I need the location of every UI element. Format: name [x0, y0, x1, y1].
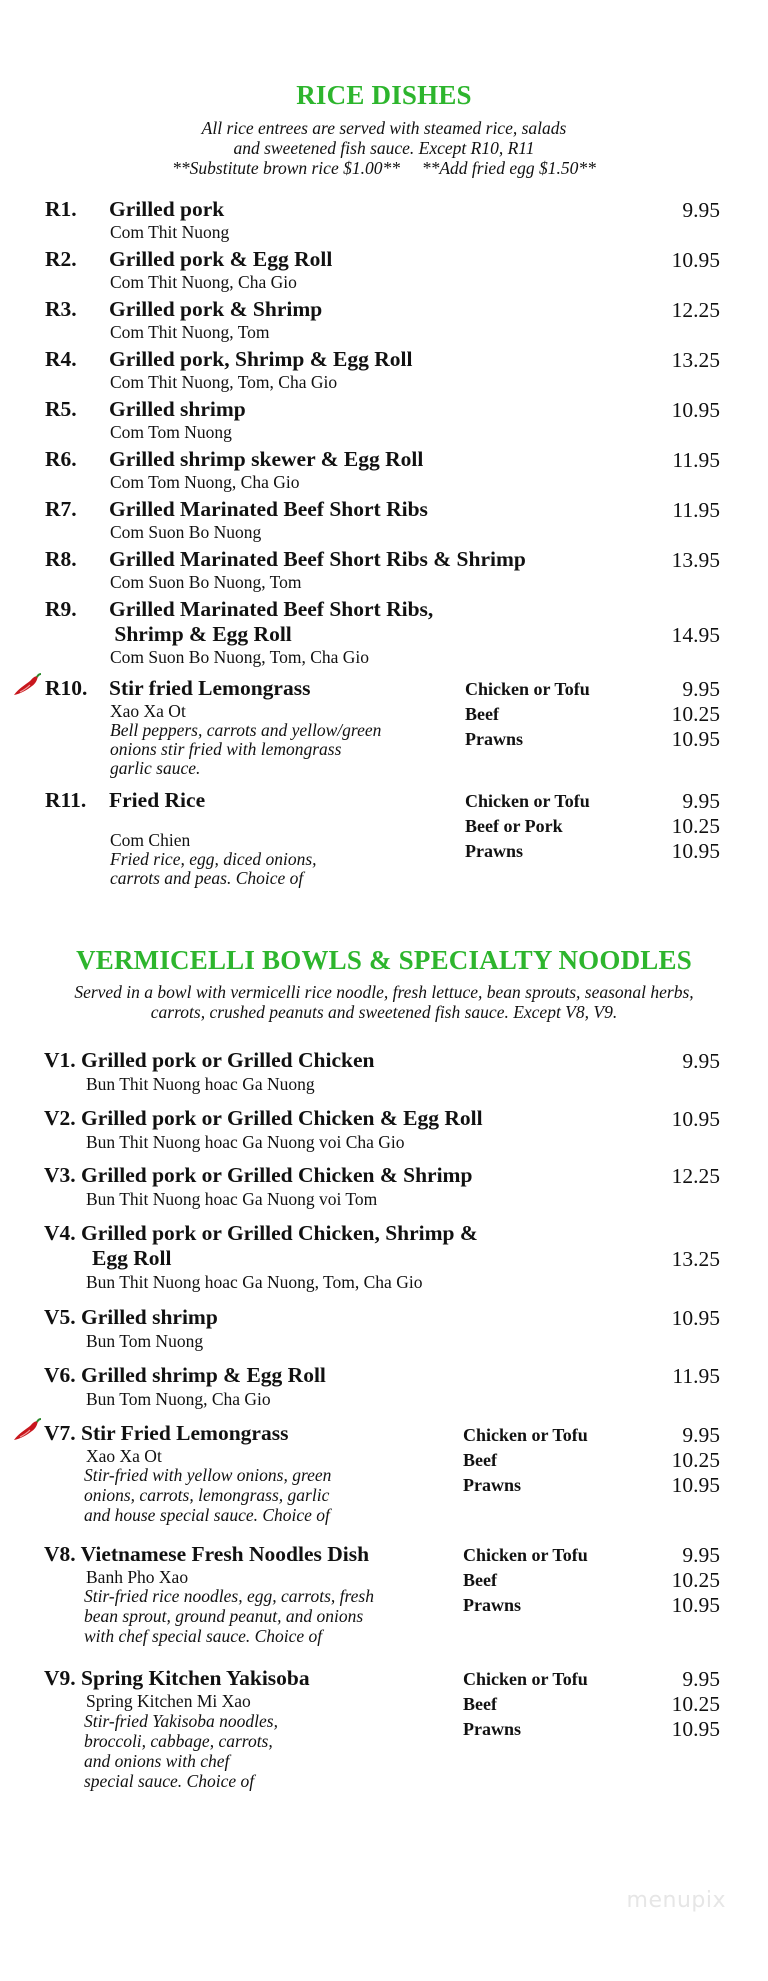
- option-label: Chicken or Tofu: [465, 679, 590, 699]
- item-name: Fried Rice: [109, 788, 206, 812]
- item-name: Grilled pork, Shrimp & Egg Roll: [109, 347, 413, 371]
- item-viet-name: Com Suon Bo Nuong: [110, 522, 262, 542]
- item-description-line: and onions with chef: [84, 1751, 230, 1771]
- item-code: R3.: [45, 297, 77, 321]
- item-description-line: and house special sauce. Choice of: [84, 1505, 330, 1525]
- option-price: 10.25: [671, 1448, 720, 1472]
- item-price: 10.95: [671, 1107, 720, 1131]
- item-viet-name: Com Suon Bo Nuong, Tom: [110, 572, 302, 592]
- item-viet-name: Com Thit Nuong, Tom, Cha Gio: [110, 372, 338, 392]
- item-name-line-2: Egg Roll: [92, 1246, 172, 1270]
- option-label: Beef or Pork: [465, 816, 563, 836]
- item-code: R8.: [45, 547, 77, 571]
- item-viet-name: Com Tom Nuong, Cha Gio: [110, 472, 300, 492]
- item-description-line: Stir-fried Yakisoba noodles,: [84, 1711, 278, 1731]
- option-label: Prawns: [463, 1595, 521, 1615]
- item-viet-name: Banh Pho Xao: [86, 1567, 189, 1587]
- item-viet-name: Com Thit Nuong: [110, 222, 230, 242]
- option-label: Chicken or Tofu: [463, 1669, 588, 1689]
- option-price: 9.95: [682, 789, 720, 813]
- option-price: 9.95: [682, 1667, 720, 1691]
- item-name: Grilled Marinated Beef Short Ribs: [109, 497, 428, 521]
- item-description-line: with chef special sauce. Choice of: [84, 1626, 323, 1646]
- item-name: Grilled Marinated Beef Short Ribs,: [109, 597, 434, 621]
- item-code: R11.: [45, 788, 87, 812]
- option-label: Chicken or Tofu: [463, 1425, 588, 1445]
- item-name: Grilled pork & Shrimp: [109, 297, 323, 321]
- item-price: 9.95: [682, 1049, 720, 1073]
- item-name: V8. Vietnamese Fresh Noodles Dish: [44, 1542, 370, 1566]
- item-name: Grilled shrimp skewer & Egg Roll: [109, 447, 424, 471]
- item-name: V2. Grilled pork or Grilled Chicken & Egg Roll: [44, 1106, 483, 1130]
- item-code: R10.: [45, 676, 88, 700]
- rice-dishes-desc-2: and sweetened fish sauce. Except R10, R11: [233, 138, 535, 158]
- item-name: V5. Grilled shrimp: [44, 1305, 218, 1329]
- item-name: Grilled Marinated Beef Short Ribs & Shrimp: [109, 547, 526, 571]
- vermicelli-title: VERMICELLI BOWLS & SPECIALTY NOODLES: [76, 945, 692, 975]
- item-description-line: onions stir fried with lemongrass: [110, 739, 342, 759]
- item-viet-name: Com Tom Nuong: [110, 422, 232, 442]
- item-viet-name: Bun Tom Nuong: [86, 1331, 204, 1351]
- item-code: R1.: [45, 197, 77, 221]
- item-description-line: garlic sauce.: [110, 758, 201, 778]
- option-label: Beef: [463, 1570, 497, 1590]
- item-name: V3. Grilled pork or Grilled Chicken & Shrimp: [44, 1163, 473, 1187]
- item-description-line: Fried rice, egg, diced onions,: [110, 849, 317, 869]
- item-viet-name: Com Chien: [110, 830, 191, 850]
- option-price: 10.95: [671, 1593, 720, 1617]
- item-viet-name: Spring Kitchen Mi Xao: [86, 1691, 251, 1711]
- item-price: 9.95: [682, 198, 720, 222]
- item-viet-name: Bun Thit Nuong hoac Ga Nuong: [86, 1074, 315, 1094]
- option-price: 10.95: [671, 839, 720, 863]
- item-description-line: bean sprout, ground peanut, and onions: [84, 1606, 364, 1626]
- item-price: 12.25: [671, 1164, 720, 1188]
- item-price: 10.95: [671, 248, 720, 272]
- item-price: 11.95: [672, 448, 720, 472]
- item-viet-name: Xao Xa Ot: [86, 1446, 162, 1466]
- item-viet-name: Bun Thit Nuong hoac Ga Nuong voi Cha Gio: [86, 1132, 405, 1152]
- item-name: Grilled pork & Egg Roll: [109, 247, 333, 271]
- item-name: V9. Spring Kitchen Yakisoba: [44, 1666, 310, 1690]
- item-name: Stir fried Lemongrass: [109, 676, 311, 700]
- item-viet-name: Bun Thit Nuong hoac Ga Nuong voi Tom: [86, 1189, 378, 1209]
- item-code: R2.: [45, 247, 77, 271]
- item-code: R6.: [45, 447, 77, 471]
- option-price: 9.95: [682, 677, 720, 701]
- item-price: 10.95: [671, 398, 720, 422]
- item-price: 13.25: [671, 348, 720, 372]
- option-price: 10.25: [671, 1692, 720, 1716]
- item-description-line: carrots and peas. Choice of: [110, 868, 304, 888]
- menupix-watermark: menupix: [626, 1888, 726, 1913]
- option-label: Prawns: [465, 841, 523, 861]
- vermicelli-desc-1: Served in a bowl with vermicelli rice noodle, fresh lettuce, bean sprouts, seasonal herbs,: [74, 982, 694, 1002]
- item-viet-name: Bun Thit Nuong hoac Ga Nuong, Tom, Cha Gio: [86, 1272, 423, 1292]
- item-price: 13.95: [671, 548, 720, 572]
- option-price: 10.95: [671, 1473, 720, 1497]
- item-viet-name: Xao Xa Ot: [110, 701, 186, 721]
- item-price: 12.25: [671, 298, 720, 322]
- option-price: 10.95: [671, 727, 720, 751]
- option-price: 9.95: [682, 1423, 720, 1447]
- chili-pepper-icon: [12, 1418, 42, 1444]
- item-viet-name: Bun Tom Nuong, Cha Gio: [86, 1389, 271, 1409]
- item-code: R4.: [45, 347, 77, 371]
- option-price: 10.95: [671, 1717, 720, 1741]
- item-name: V4. Grilled pork or Grilled Chicken, Shrimp &: [44, 1221, 478, 1245]
- option-label: Chicken or Tofu: [463, 1545, 588, 1565]
- item-code: R9.: [45, 597, 77, 621]
- option-label: Beef: [463, 1694, 497, 1714]
- item-price: 11.95: [672, 498, 720, 522]
- item-description-line: Stir-fried with yellow onions, green: [84, 1465, 332, 1485]
- rice-dishes-desc-1: All rice entrees are served with steamed rice, salads: [201, 118, 567, 138]
- rice-dishes-desc-3: **Substitute brown rice $1.00** **Add fried egg $1.50**: [172, 158, 596, 178]
- item-description-line: Stir-fried rice noodles, egg, carrots, fresh: [84, 1586, 374, 1606]
- option-label: Prawns: [465, 729, 523, 749]
- item-viet-name: Com Suon Bo Nuong, Tom, Cha Gio: [110, 647, 370, 667]
- option-label: Prawns: [463, 1475, 521, 1495]
- item-description-line: Bell peppers, carrots and yellow/green: [110, 720, 382, 740]
- item-name: Grilled pork: [109, 197, 225, 221]
- option-label: Beef: [465, 704, 499, 724]
- option-price: 10.25: [671, 702, 720, 726]
- option-price: 10.25: [671, 814, 720, 838]
- item-description-line: onions, carrots, lemongrass, garlic: [84, 1485, 330, 1505]
- item-viet-name: Com Thit Nuong, Tom: [110, 322, 270, 342]
- option-label: Prawns: [463, 1719, 521, 1739]
- option-price: 10.25: [671, 1568, 720, 1592]
- item-name: V6. Grilled shrimp & Egg Roll: [44, 1363, 326, 1387]
- item-description-line: special sauce. Choice of: [84, 1771, 255, 1791]
- item-name: V7. Stir Fried Lemongrass: [44, 1421, 289, 1445]
- item-description-line: broccoli, cabbage, carrots,: [84, 1731, 273, 1751]
- item-name: Grilled shrimp: [109, 397, 246, 421]
- item-name-line-2: Shrimp & Egg Roll: [109, 622, 292, 646]
- item-price: 10.95: [671, 1306, 720, 1330]
- vermicelli-desc-2: carrots, crushed peanuts and sweetened fish sauce. Except V8, V9.: [150, 1002, 618, 1022]
- rice-dishes-title: RICE DISHES: [296, 80, 472, 110]
- option-price: 9.95: [682, 1543, 720, 1567]
- item-viet-name: Com Thit Nuong, Cha Gio: [110, 272, 297, 292]
- item-code: R5.: [45, 397, 77, 421]
- option-label: Chicken or Tofu: [465, 791, 590, 811]
- chili-pepper-icon: [12, 673, 42, 699]
- item-name: V1. Grilled pork or Grilled Chicken: [44, 1048, 375, 1072]
- item-price: 11.95: [672, 1364, 720, 1388]
- item-price: 13.25: [671, 1247, 720, 1271]
- item-code: R7.: [45, 497, 77, 521]
- item-price: 14.95: [671, 623, 720, 647]
- option-label: Beef: [463, 1450, 497, 1470]
